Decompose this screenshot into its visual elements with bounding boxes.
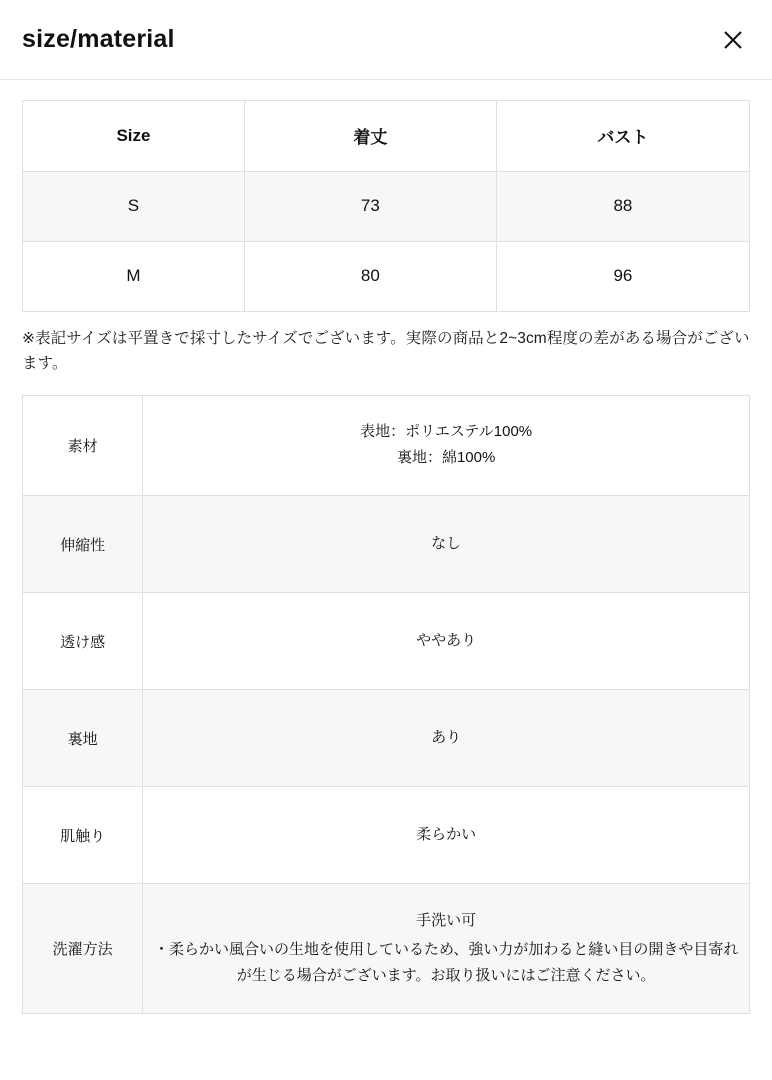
size-table-container	[22, 100, 750, 312]
table-row	[23, 241, 749, 311]
close-icon[interactable]	[716, 23, 750, 57]
cell-bust: 88	[496, 171, 749, 241]
washing-value	[143, 884, 749, 1014]
page-title: size/material	[22, 25, 175, 53]
cell-size: M	[23, 241, 244, 311]
size-measurement-note: ※表記サイズは平置きで採寸したサイズでございます。実際の商品と2~3cm程度の差がある場合がございます。	[22, 329, 750, 373]
material-value-line1: 表地：ポリエステル100%	[360, 423, 533, 441]
material-value-line2: 裏地：綿100%	[396, 449, 496, 467]
size-table	[23, 101, 749, 312]
stretch-label: 伸縮性	[23, 496, 143, 593]
washing-value-line2: ・柔らかい風合いの生地を使用しているため、強い力が加わると縫い目の開きや目寄れが生じる場合がございます。お取り扱いにはご注意ください。	[153, 940, 739, 984]
washing-label: 洗濯方法	[23, 884, 143, 1014]
material-value	[143, 396, 749, 496]
cell-length: 73	[244, 171, 496, 241]
material-label: 素材	[23, 396, 143, 496]
table-row	[23, 690, 749, 787]
washing-value-line1: 手洗い可	[416, 912, 477, 930]
table-row	[23, 496, 749, 593]
table-row	[23, 171, 749, 241]
material-table-container	[22, 395, 750, 1015]
texture-label: 肌触り	[23, 787, 143, 884]
column-header-length: 着丈	[244, 101, 496, 171]
modal-header	[0, 0, 772, 80]
table-header-row	[23, 101, 749, 171]
cell-length: 80	[244, 241, 496, 311]
column-header-size: Size	[23, 101, 244, 171]
table-row	[23, 396, 749, 496]
texture-value: 柔らかい	[143, 787, 749, 884]
table-row	[23, 884, 749, 1014]
lining-label: 裏地	[23, 690, 143, 787]
material-table	[23, 396, 749, 1015]
stretch-value: なし	[143, 496, 749, 593]
cell-size: S	[23, 171, 244, 241]
lining-value: あり	[143, 690, 749, 787]
table-row	[23, 787, 749, 884]
cell-bust: 96	[496, 241, 749, 311]
sheerness-label: 透け感	[23, 593, 143, 690]
table-row	[23, 593, 749, 690]
column-header-bust: バスト	[496, 101, 749, 171]
sheerness-value: ややあり	[143, 593, 749, 690]
